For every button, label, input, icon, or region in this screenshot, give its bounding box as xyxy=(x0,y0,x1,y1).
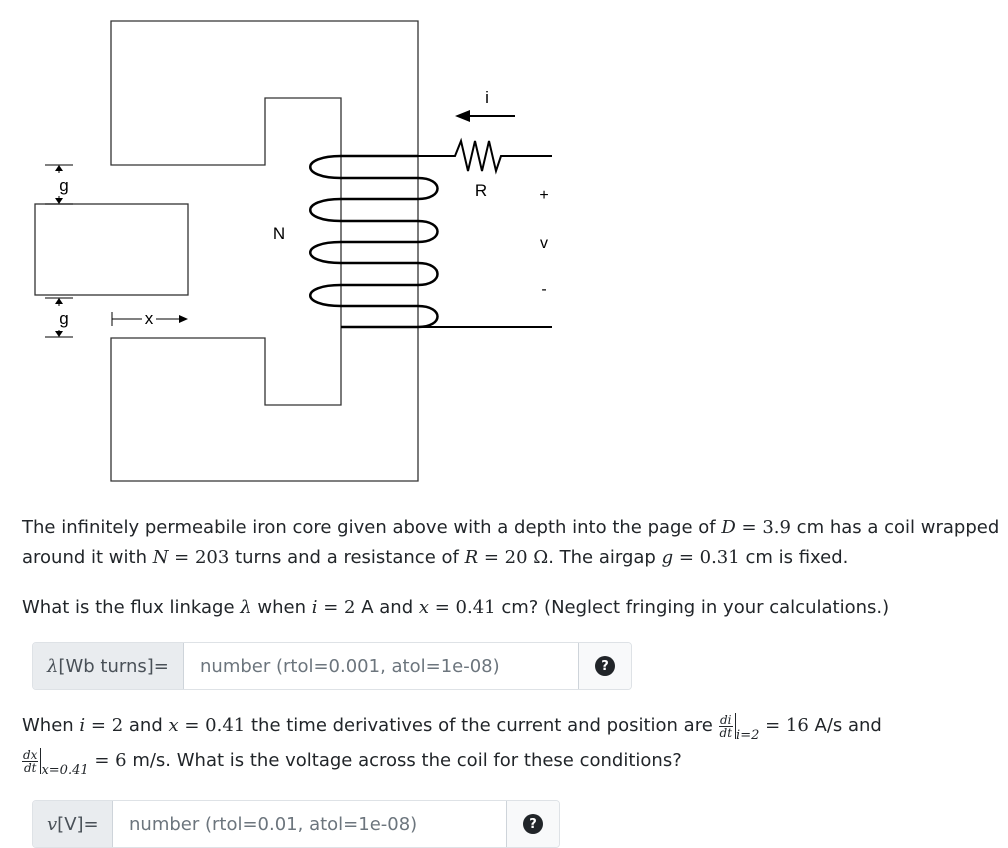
dx-dt-fraction: $\frac{dx}{dt}$ xyxy=(23,747,38,775)
help-button-2[interactable] xyxy=(506,801,559,847)
answer-flux-linkage-group xyxy=(32,642,632,690)
plus-label: + xyxy=(539,187,549,204)
top-wire xyxy=(418,141,552,171)
gap-label-bottom: g xyxy=(59,309,69,328)
resistor-label: R xyxy=(474,181,488,200)
answer-voltage-group xyxy=(32,800,560,848)
question-voltage-line2: $\frac{dx}{dt}$ $_{x=0.41}$ = 6 m/s. What is the voltage across the coil for these conditions? xyxy=(23,747,682,778)
answer-flux-linkage-label: λ [Wb turns]= xyxy=(33,643,184,689)
voltage-input[interactable] xyxy=(113,801,506,847)
help-button-1[interactable] xyxy=(578,643,631,689)
magnetic-circuit-diagram xyxy=(0,0,600,500)
voltage-label: v xyxy=(540,235,548,252)
minus-label: - xyxy=(541,281,547,298)
help-icon: ? xyxy=(523,814,543,834)
current-label: i xyxy=(485,88,489,107)
problem-description: The infinitely permeabile iron core given above with a depth into the page of D = 3.9 cm has a coil wrapped around it with N = 203 turns and a resistance of R = 20 Ω. The airgap g = 0.31 cm is fixed. xyxy=(22,517,1000,568)
help-icon: ? xyxy=(595,656,615,676)
di-dt-fraction: $\frac{di}{dt}$ xyxy=(719,712,733,740)
question-voltage-line1: When i = 2 and x = 0.41 the time derivatives of the current and position are $\frac{di}{dt}$ $_{i=2}$ = 16 A/s and xyxy=(22,712,882,743)
answer-voltage-label: v [V]= xyxy=(33,801,113,847)
iron-plunger xyxy=(35,204,188,295)
question-flux-linkage: What is the flux linkage λ when i = 2 A and x = 0.41 cm? (Neglect fringing in your calculations.) xyxy=(22,597,890,618)
iron-core xyxy=(111,21,418,481)
turns-label: N xyxy=(272,224,286,243)
gap-label-top: g xyxy=(59,176,69,195)
flux-linkage-input[interactable] xyxy=(184,643,578,689)
x-label: x xyxy=(144,309,154,328)
